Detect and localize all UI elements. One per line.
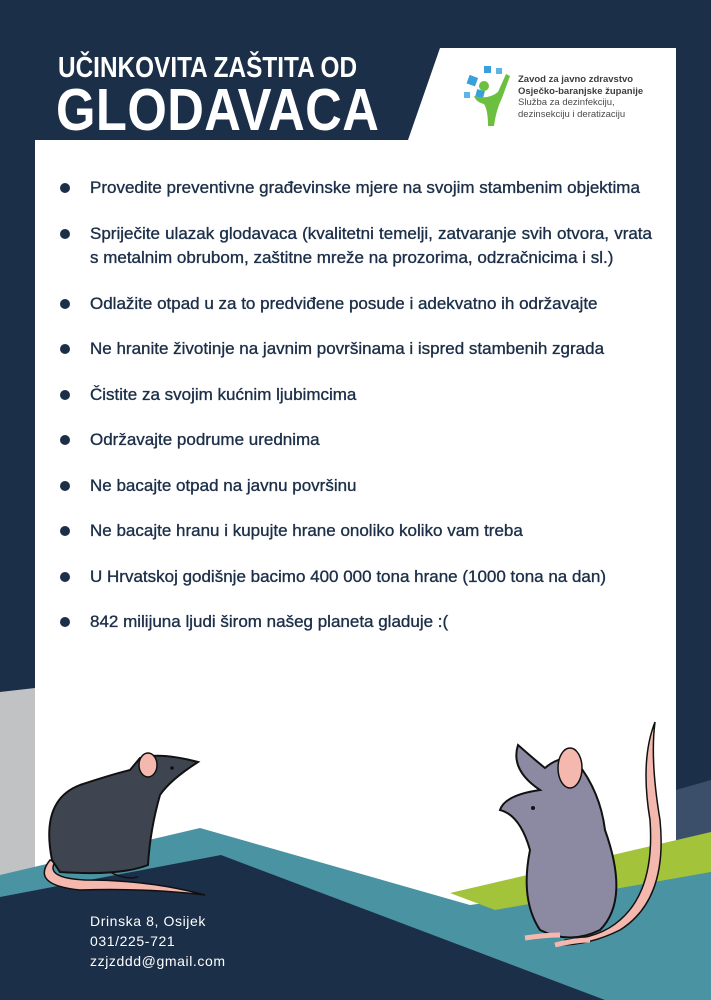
logo-line-4: dezinsekciju i deratizaciju [518,108,626,120]
list-item-text: Ne bacajte otpad na javnu površinu [90,475,357,495]
list-item-text: Provedite preventivne građevinske mjere na svojim stambenim objektima [90,178,640,197]
logo-line-1: Zavod za javno zdravstvo [518,74,634,85]
contact-info [90,911,226,971]
title-line-2: GLODAVACA [56,77,380,143]
logo-line-3: Služba za dezinfekciju, [518,97,615,108]
list-item-text: Održavajte podrume urednima [90,430,320,449]
list-item-text: 842 milijuna ljudi širom našeg planeta gladuje :( [90,612,449,631]
list-item-text: Ne bacajte hranu i kupujte hrane onoliko koliko vam treba [90,521,523,540]
list-item-text: Spriječite ulazak glodavaca (kvalitetni temelji, zatvaranje svih otvora, vrata s metalnim obrubom, zaštitne mreže na prozorima, odzračnicima i sl.) [90,223,652,267]
logo-line-2: Osječko-baranjske županije [518,85,644,97]
title-line-1: UČINKOVITA ZAŠTITA OD [58,52,358,84]
email: zzjzddd@gmail.com [90,953,226,969]
list-item-text: Odlažite otpad u za to predviđene posude i adekvatno ih održavajte [90,293,598,313]
address: Drinska 8, Osijek [90,913,207,929]
list-item-text: Čistite za svojim kućnim ljubimcima [90,384,357,404]
list-item-text: Ne hranite životinje na javnim površinama i ispred stambenih zgrada [90,339,605,358]
phone: 031/225-721 [90,933,176,949]
list-item-text: U Hrvatskoj godišnje bacimo 400 000 tona hrane (1000 tona na dan) [90,566,607,586]
